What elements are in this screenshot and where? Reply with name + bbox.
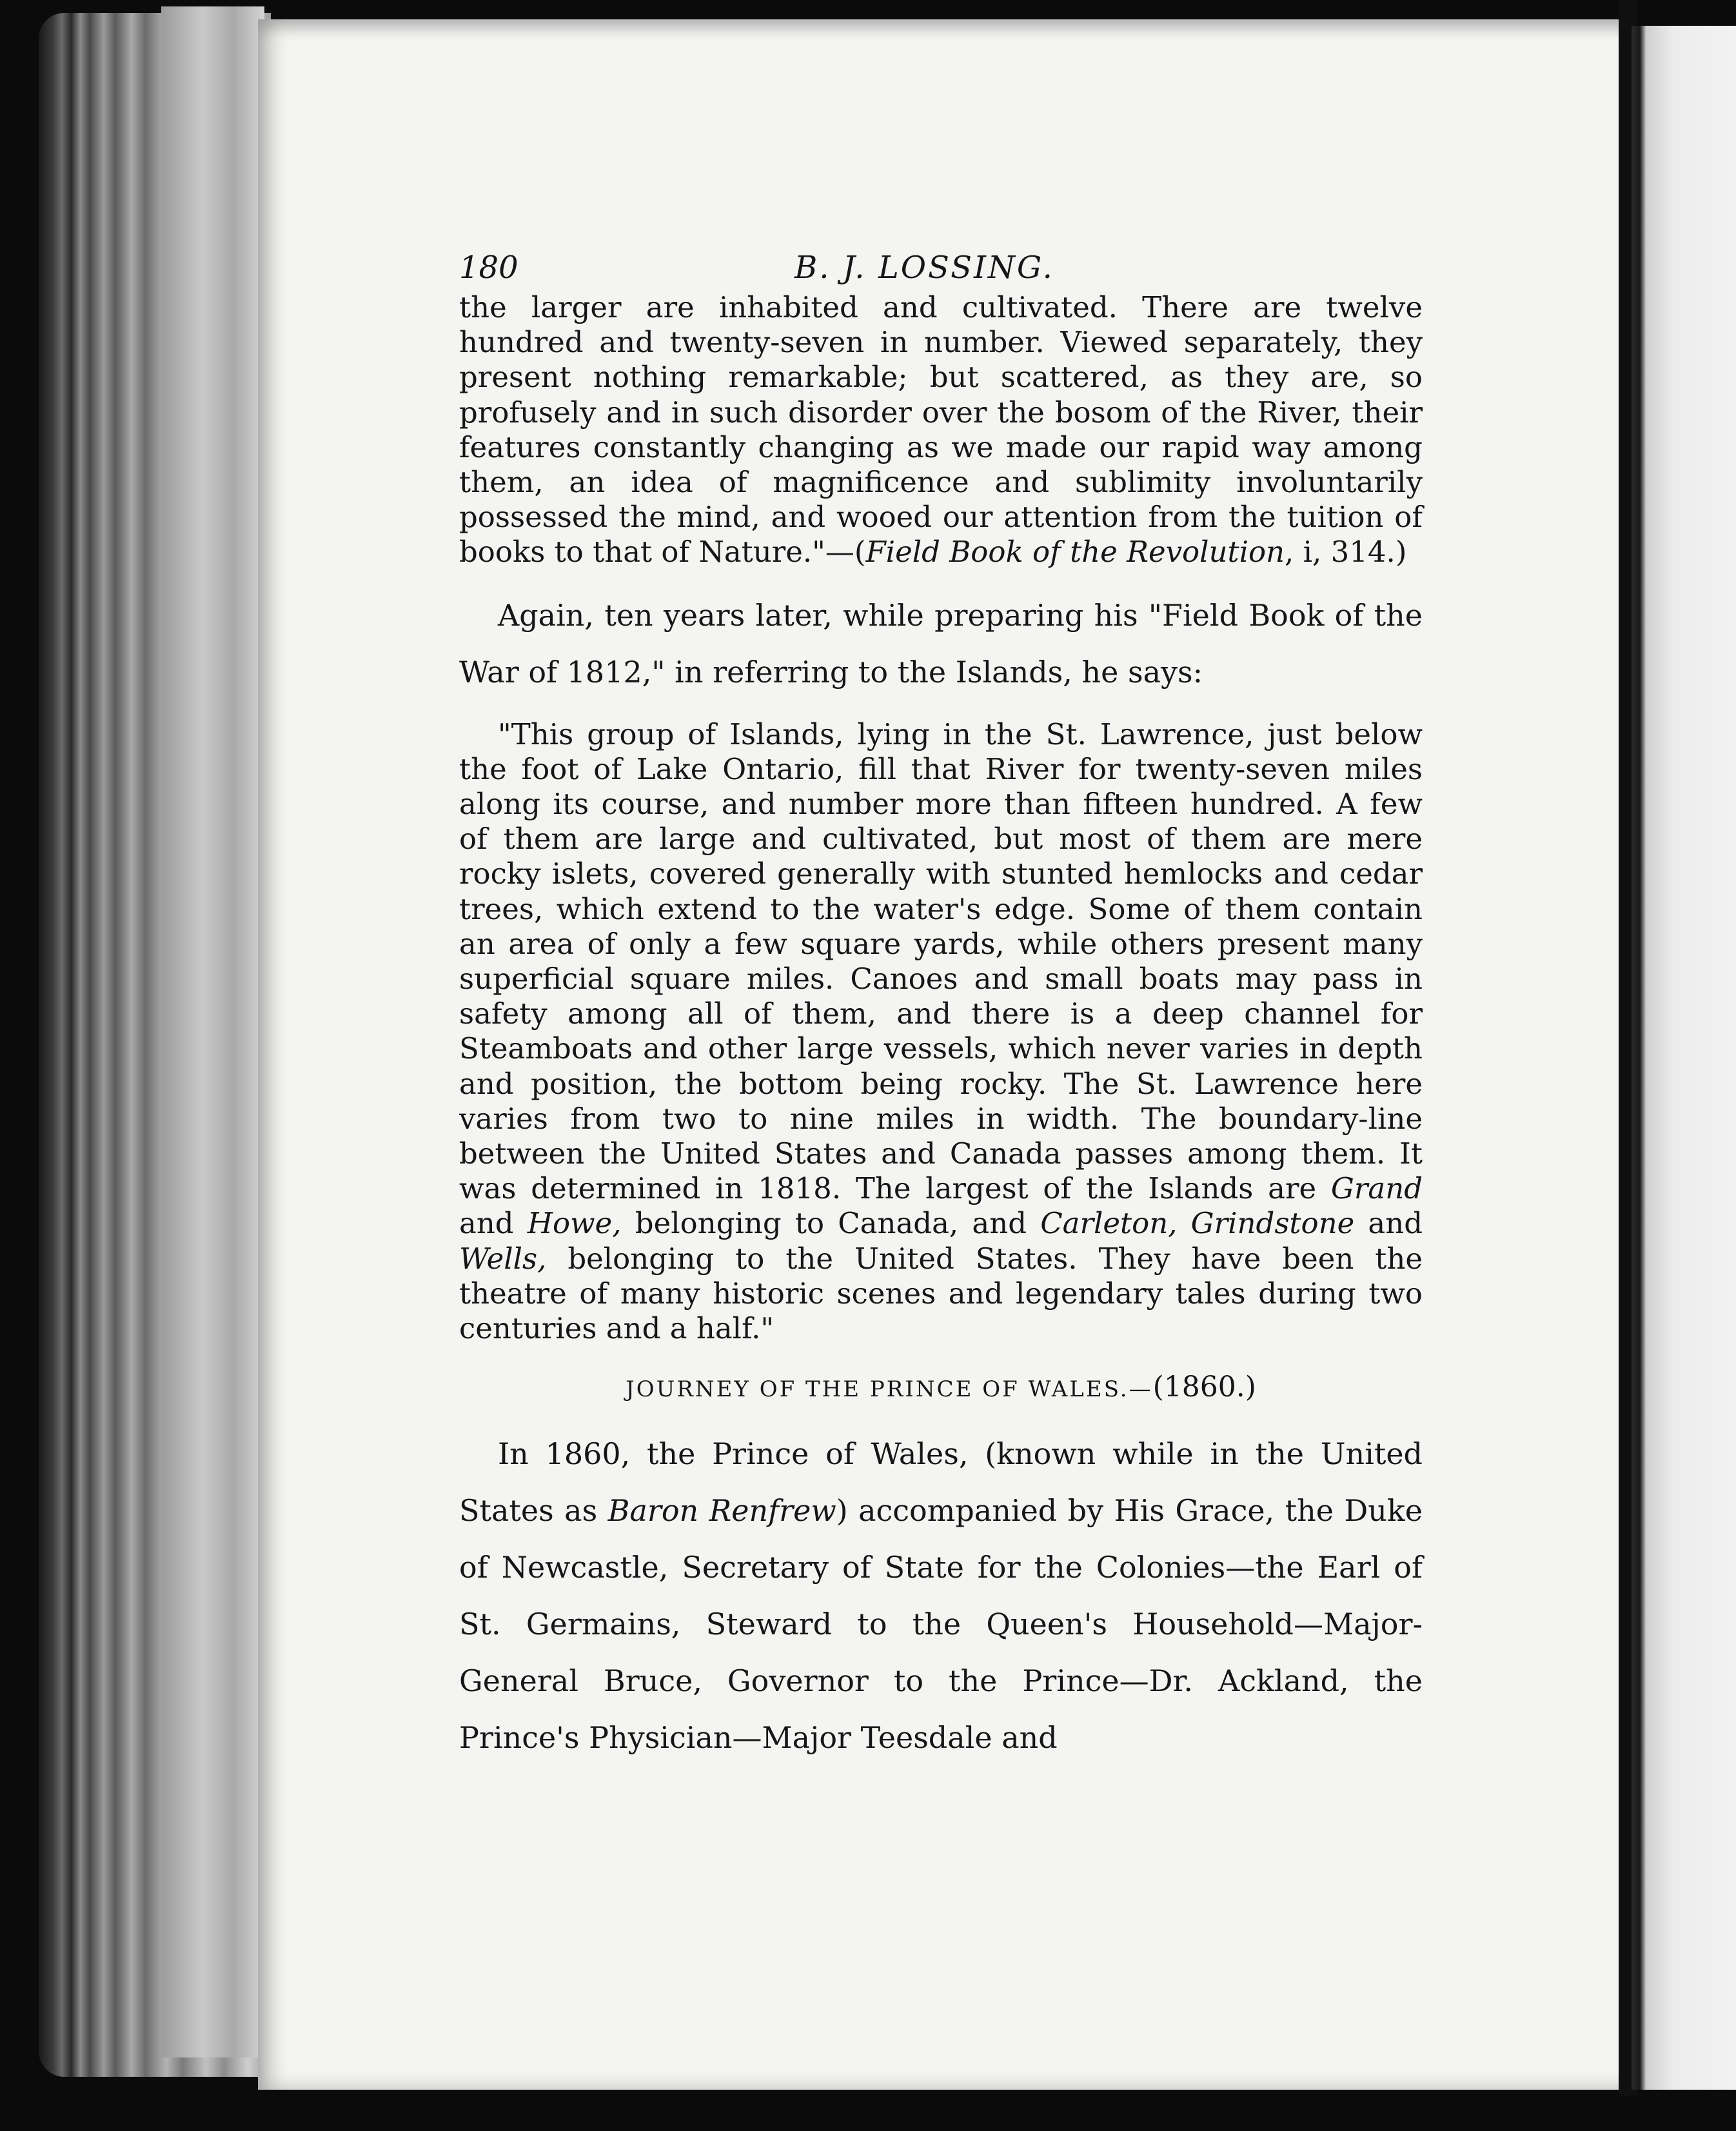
section-heading-year: (1860.) — [1152, 1371, 1256, 1404]
page-text — [459, 245, 1423, 1766]
paragraph-islands-revolution — [459, 290, 1423, 570]
page-number: 180 — [459, 250, 518, 286]
paragraph-quote-islands — [459, 717, 1423, 1347]
paragraph-again: Again, ten years later, while preparing his "Field Book of the War of 1812," in referring to the Islands, he says: — [459, 597, 1423, 689]
italic-source-title: Field Book of the Revolution — [865, 535, 1285, 570]
text-run: , i, 314.) — [1285, 535, 1407, 570]
running-title: B. J. LOSSING. — [794, 250, 1054, 286]
italic-island-name: Grand — [1330, 1171, 1423, 1206]
italic-island-name: Howe, — [527, 1206, 622, 1241]
section-heading-text: JOURNEY OF THE PRINCE OF WALES.— — [626, 1376, 1153, 1403]
spacer — [459, 700, 1423, 717]
text-run: and — [459, 1206, 528, 1241]
italic-alias: Baron Renfrew — [607, 1493, 836, 1529]
text-run: and — [1354, 1206, 1423, 1241]
bottom-border — [0, 2096, 1736, 2131]
text-run: "This group of Islands, lying in the St. Lawrence, just below the foot of Lake Ontario, fill that River for twenty-seven miles along its course, and number more than fifteen hundred. A few of them are large and cultivated, but most of them are mere rocky islets, covered generally with stunted hemlocks and cedar trees, which extend to the water's edge. Some of them contain an area of only a few square yards, while others present many superficial square miles. Canoes and small boats may pass in safety among all of them, and there is a deep channel for Steamboats and other large vessels, which never varies in depth and position, the bottom being rocky. The St. Lawrence here varies from two to nine miles in width. The boundary-line between the United States and Canada passes among them. It was determined in 1818. The largest of the Islands are — [459, 717, 1423, 1206]
italic-island-name: Carleton, Grindstone — [1040, 1206, 1355, 1241]
text-run: the larger are inhabited and cultivated. There are twelve hundred and twenty-seven in number. Viewed separately, they present nothing remarkable; but scattered, as they are, so profusely and in such disorder over the bosom of the River, their features constantly changing as we made our rapid way among them, an idea of magnificence and sublimity involuntarily possessed the mind, and wooed our attention from the tuition of books to that of Nature."—( — [459, 290, 1423, 570]
italic-island-name: Wells, — [459, 1241, 547, 1276]
page-edges-inner — [161, 6, 264, 2057]
text-run: belonging to Canada, and — [621, 1206, 1041, 1241]
paragraph-prince-of-wales — [459, 1425, 1423, 1766]
facing-page — [1632, 26, 1736, 2090]
spacer — [459, 570, 1423, 587]
section-heading — [459, 1368, 1423, 1409]
text-run: ) accompanied by His Grace, the Duke of Newcastle, Secretary of State for the Colonies—the Earl of St. Germains, Steward to the Queen's Household—Major-General Bruce, Governor to the Prince—Dr. Ackland, the Prince's Physician—Major Teesdale and — [459, 1493, 1423, 1756]
text-run: In 1860, the Prince of Wales, (known while in the United States as — [459, 1436, 1423, 1529]
running-head — [459, 245, 1423, 290]
text-run: belonging to the United States. They have been the theatre of many historic scenes and legendary tales during two centuries and a half." — [459, 1241, 1423, 1346]
